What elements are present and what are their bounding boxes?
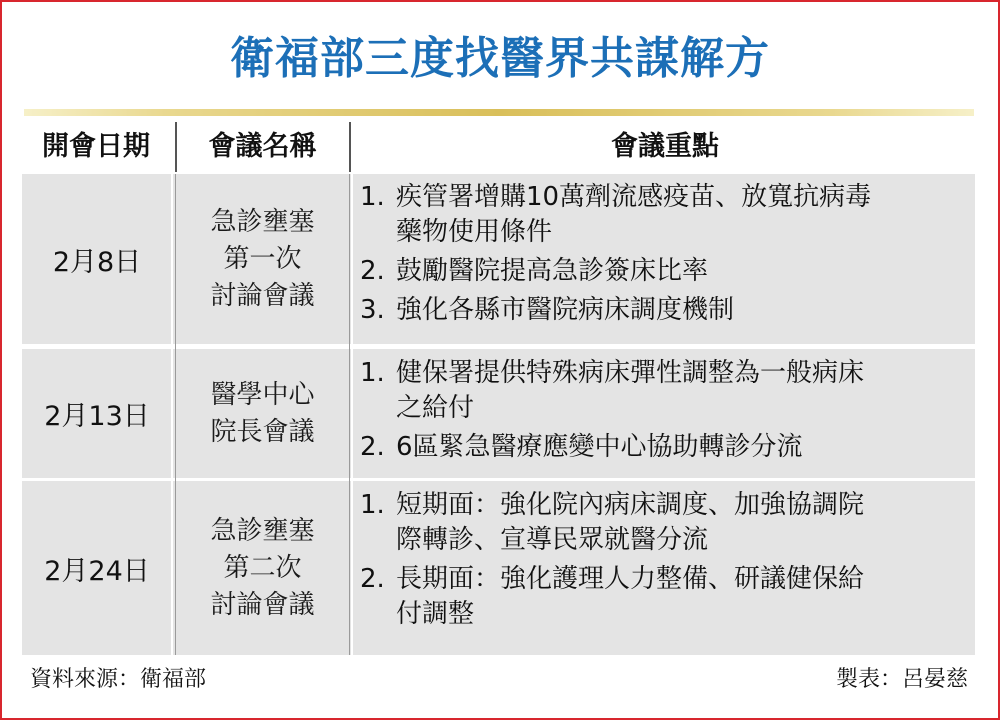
meeting-name-line: 第一次 <box>223 243 302 274</box>
list-item <box>360 430 970 465</box>
meeting-name-line: 第二次 <box>223 552 302 583</box>
list-item <box>360 562 970 632</box>
meeting-name-line: 急診壅塞 <box>210 206 315 237</box>
point-text: 疾管署增購10萬劑流感疫苗、放寬抗病毒 <box>396 182 872 212</box>
row-date: 2月8日 <box>52 246 142 278</box>
meeting-name-line: 急診壅塞 <box>210 515 315 546</box>
row-points <box>360 356 970 469</box>
list-item <box>360 356 970 426</box>
source-note: 資料來源：衛福部 <box>30 667 207 692</box>
row-points <box>360 180 970 332</box>
credit-note: 製表：呂晏慈 <box>835 667 968 692</box>
header-points: 會議重點 <box>611 131 719 162</box>
point-number: 2. <box>360 432 385 462</box>
title-divider <box>24 109 974 116</box>
row-points <box>360 488 970 636</box>
point-text: 付調整 <box>396 599 475 629</box>
point-text: 6區緊急醫療應變中心協助轉診分流 <box>396 432 803 462</box>
point-text: 強化各縣市醫院病床調度機制 <box>396 295 735 325</box>
header-name: 會議名稱 <box>208 131 317 162</box>
point-text: 際轉診、宣導民眾就醫分流 <box>396 525 709 555</box>
meeting-name-line: 醫學中心 <box>210 379 315 410</box>
point-text: 長期面：強化護理人力整備、研議健保給 <box>396 564 865 594</box>
point-number: 2. <box>360 564 385 594</box>
list-item <box>360 254 970 289</box>
point-text: 之給付 <box>396 393 475 423</box>
point-number: 1. <box>360 358 385 388</box>
point-number: 2. <box>360 256 385 286</box>
point-text: 短期面：強化院內病床調度、加強協調院 <box>396 490 865 520</box>
row-meeting-name <box>176 481 349 655</box>
list-item <box>360 488 970 558</box>
row-date: 2月24日 <box>44 555 150 587</box>
page-title: 衛福部三度找醫界共謀解方 <box>230 33 770 84</box>
meeting-name-line: 討論會議 <box>210 280 315 311</box>
meeting-name-line: 討論會議 <box>210 589 315 620</box>
row-meeting-name <box>176 174 349 344</box>
header-date: 開會日期 <box>42 131 150 162</box>
point-number: 3. <box>360 295 385 325</box>
row-meeting-name <box>176 349 349 478</box>
meeting-name-line: 院長會議 <box>210 416 315 447</box>
point-number: 1. <box>360 182 385 212</box>
point-text: 藥物使用條件 <box>396 217 553 247</box>
list-item <box>360 180 970 250</box>
point-number: 1. <box>360 490 385 520</box>
header-divider <box>175 122 177 172</box>
point-text: 鼓勵醫院提高急診簽床比率 <box>396 256 709 286</box>
list-item <box>360 293 970 328</box>
column-divider <box>351 122 353 655</box>
row-date: 2月13日 <box>44 401 150 432</box>
header-divider <box>349 122 351 172</box>
point-text: 健保署提供特殊病床彈性調整為一般病床 <box>396 358 865 388</box>
column-divider <box>349 174 350 655</box>
